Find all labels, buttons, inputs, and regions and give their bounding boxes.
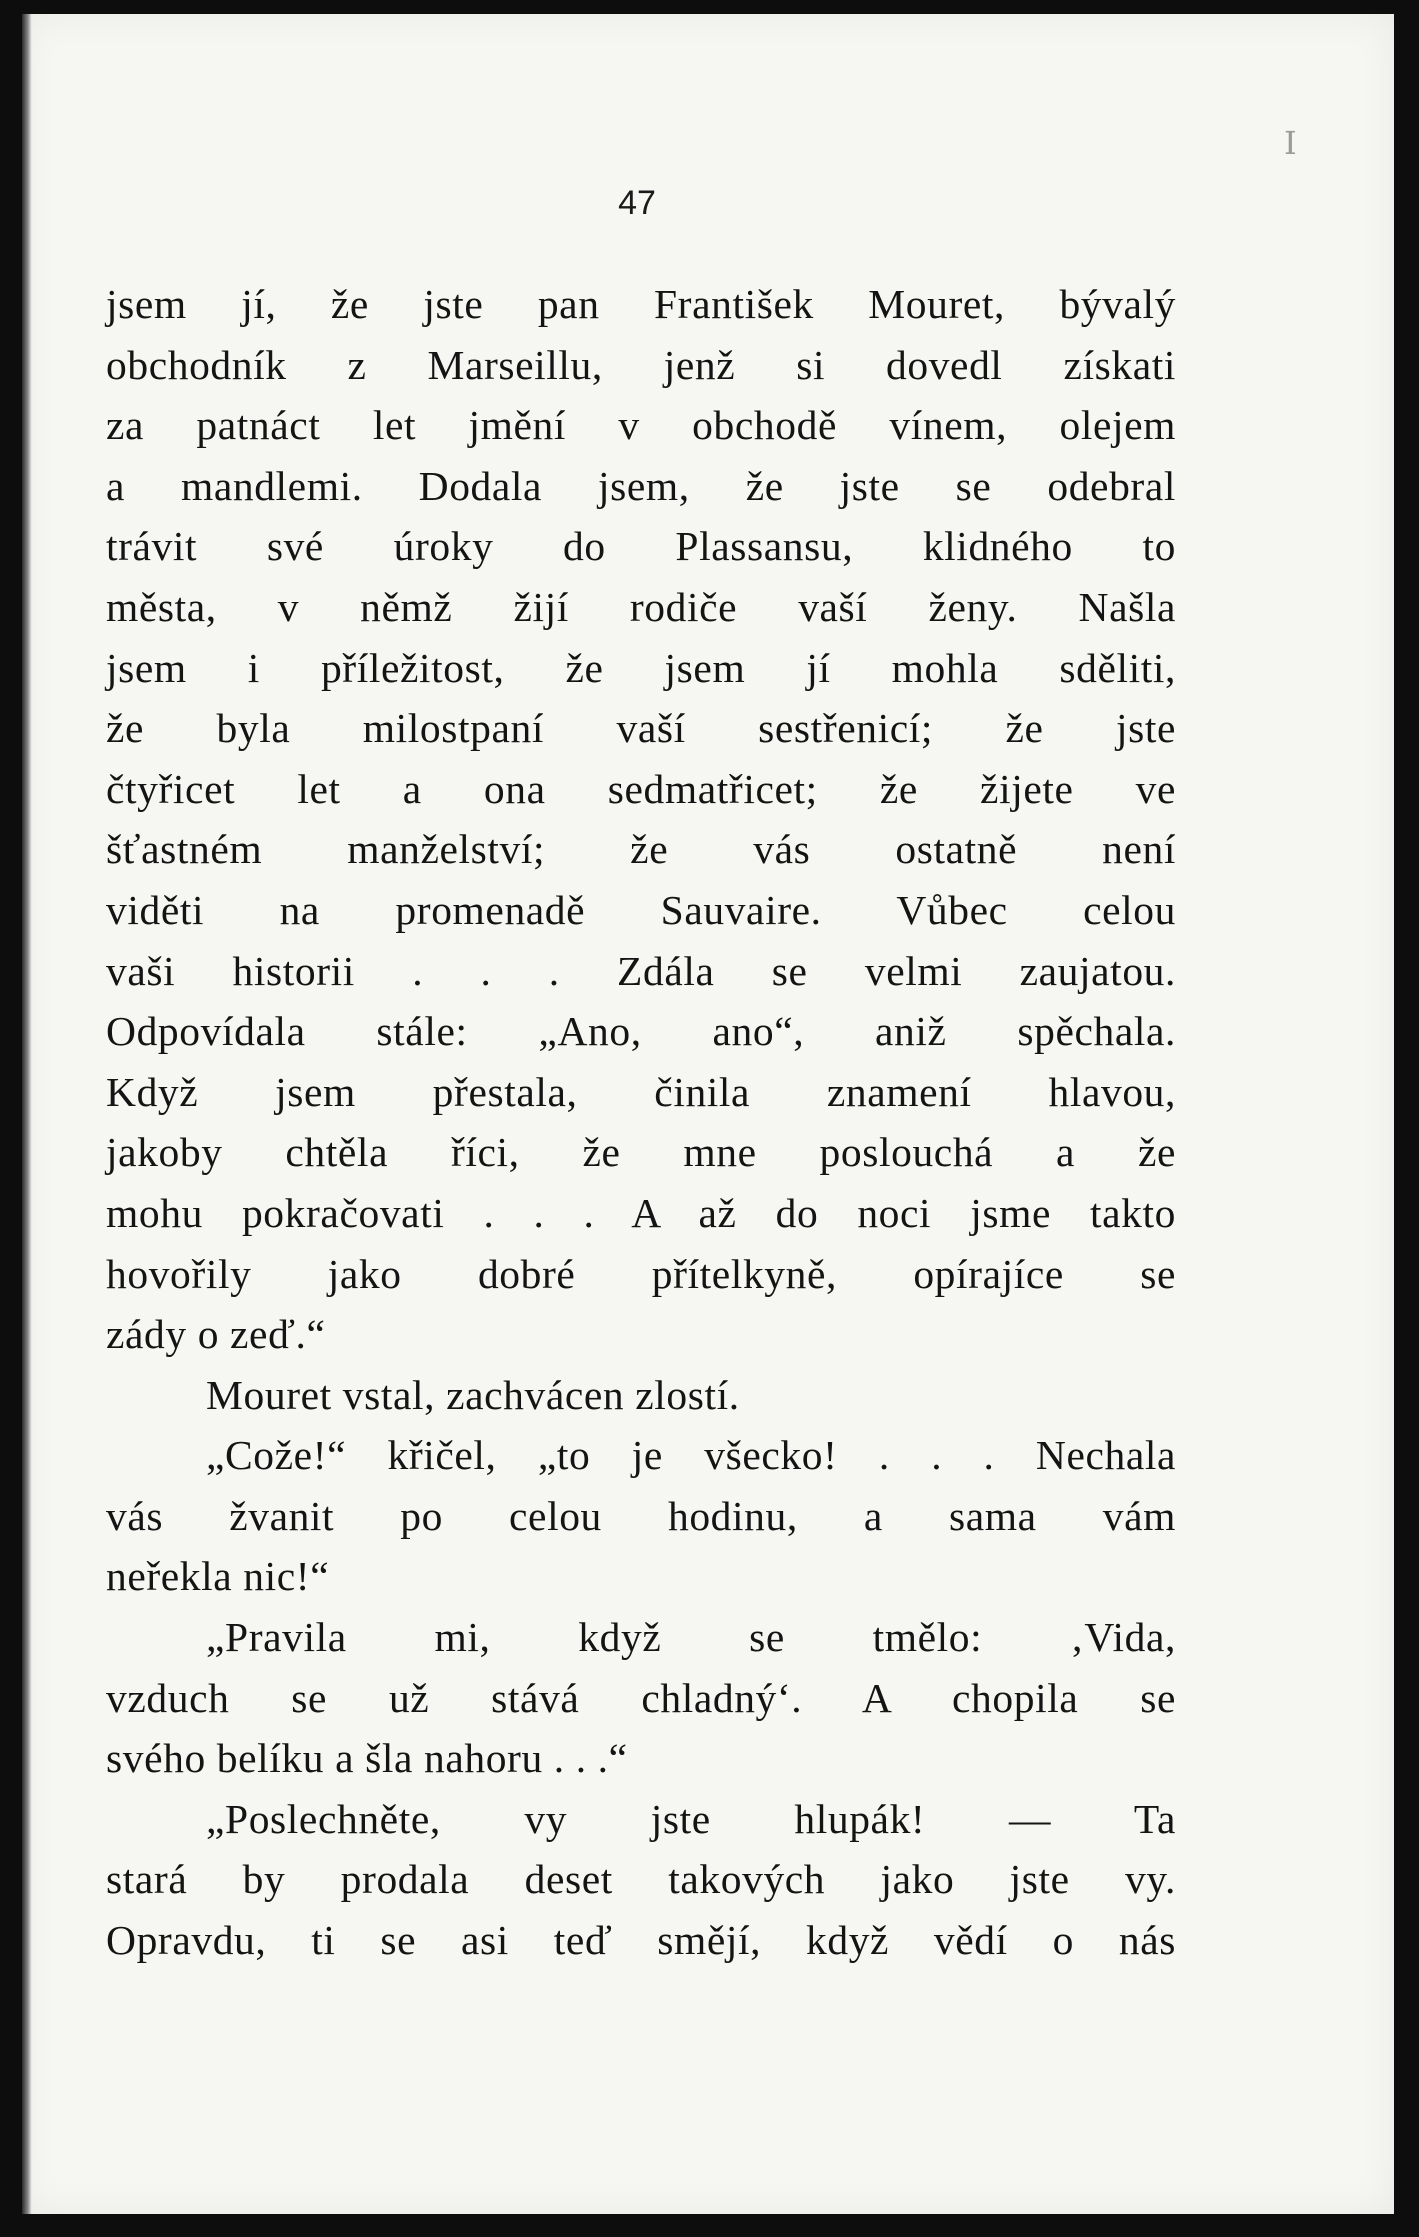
text-line: vás žvanit po celou hodinu, a sama vám [106,1492,1176,1539]
text-line: Mouret vstal, zachvácen zlostí. [206,1371,740,1418]
text-line: jsem i příležitost, že jsem jí mohla sděliti, [106,644,1176,691]
text-line: „Poslechněte, vy jste hlupák! — Ta [206,1795,1176,1842]
text-line: trávit své úroky do Plassansu, klidného to [106,523,1176,570]
text-line: za patnáct let jmění v obchodě vínem, olejem [106,402,1176,449]
text-line: Opravdu, ti se asi teď smějí, když vědí o nás [106,1917,1176,1964]
text-line: čtyřicet let a ona sedmatřicet; že žijete ve [106,765,1176,812]
text-line: stará by prodala deset takových jako jste vy. [106,1856,1176,1903]
text-line: Odpovídala stále: „Ano, ano“, aniž spěchala. [106,1008,1176,1055]
body-text [106,274,1176,1971]
text-line: svého belíku a šla nahoru . . .“ [106,1735,628,1782]
text-line: a mandlemi. Dodala jsem, že jste se odebral [106,462,1176,509]
text-line: „Cože!“ křičel, „to je všecko! . . . Nechala [206,1432,1176,1479]
stray-mark: I [1284,124,1297,162]
text-line: hovořily jako dobré přítelkyně, opírajíce se [106,1250,1176,1297]
book-page [22,14,1394,2214]
text-line: jsem jí, že jste pan František Mouret, bývalý [106,281,1176,327]
page-number: 47 [618,184,656,222]
text-line: města, v němž žijí rodiče vaší ženy. Našla [106,583,1176,630]
text-line: zády o zeď.“ [106,1311,326,1358]
text-line: že byla milostpaní vaší sestřenicí; že jste [106,705,1176,752]
text-line: vaši historii . . . Zdála se velmi zaujatou. [106,947,1176,994]
text-line: jakoby chtěla říci, že mne poslouchá a že [106,1129,1176,1176]
text-line: vzduch se už stává chladný‘. A chopila se [106,1674,1176,1721]
text-line: Když jsem přestala, činila znamení hlavou, [106,1068,1176,1115]
text-line: neřekla nic!“ [106,1553,330,1600]
text-line: šťastném manželství; že vás ostatně není [106,826,1176,873]
page-binding-edge [22,14,32,2214]
text-line: obchodník z Marseillu, jenž si dovedl získati [106,341,1176,388]
text-line: viděti na promenadě Sauvaire. Vůbec celou [106,886,1176,933]
text-line: „Pravila mi, když se tmělo: ‚Vida, [206,1614,1176,1661]
text-line: mohu pokračovati . . . A až do noci jsme takto [106,1189,1176,1236]
